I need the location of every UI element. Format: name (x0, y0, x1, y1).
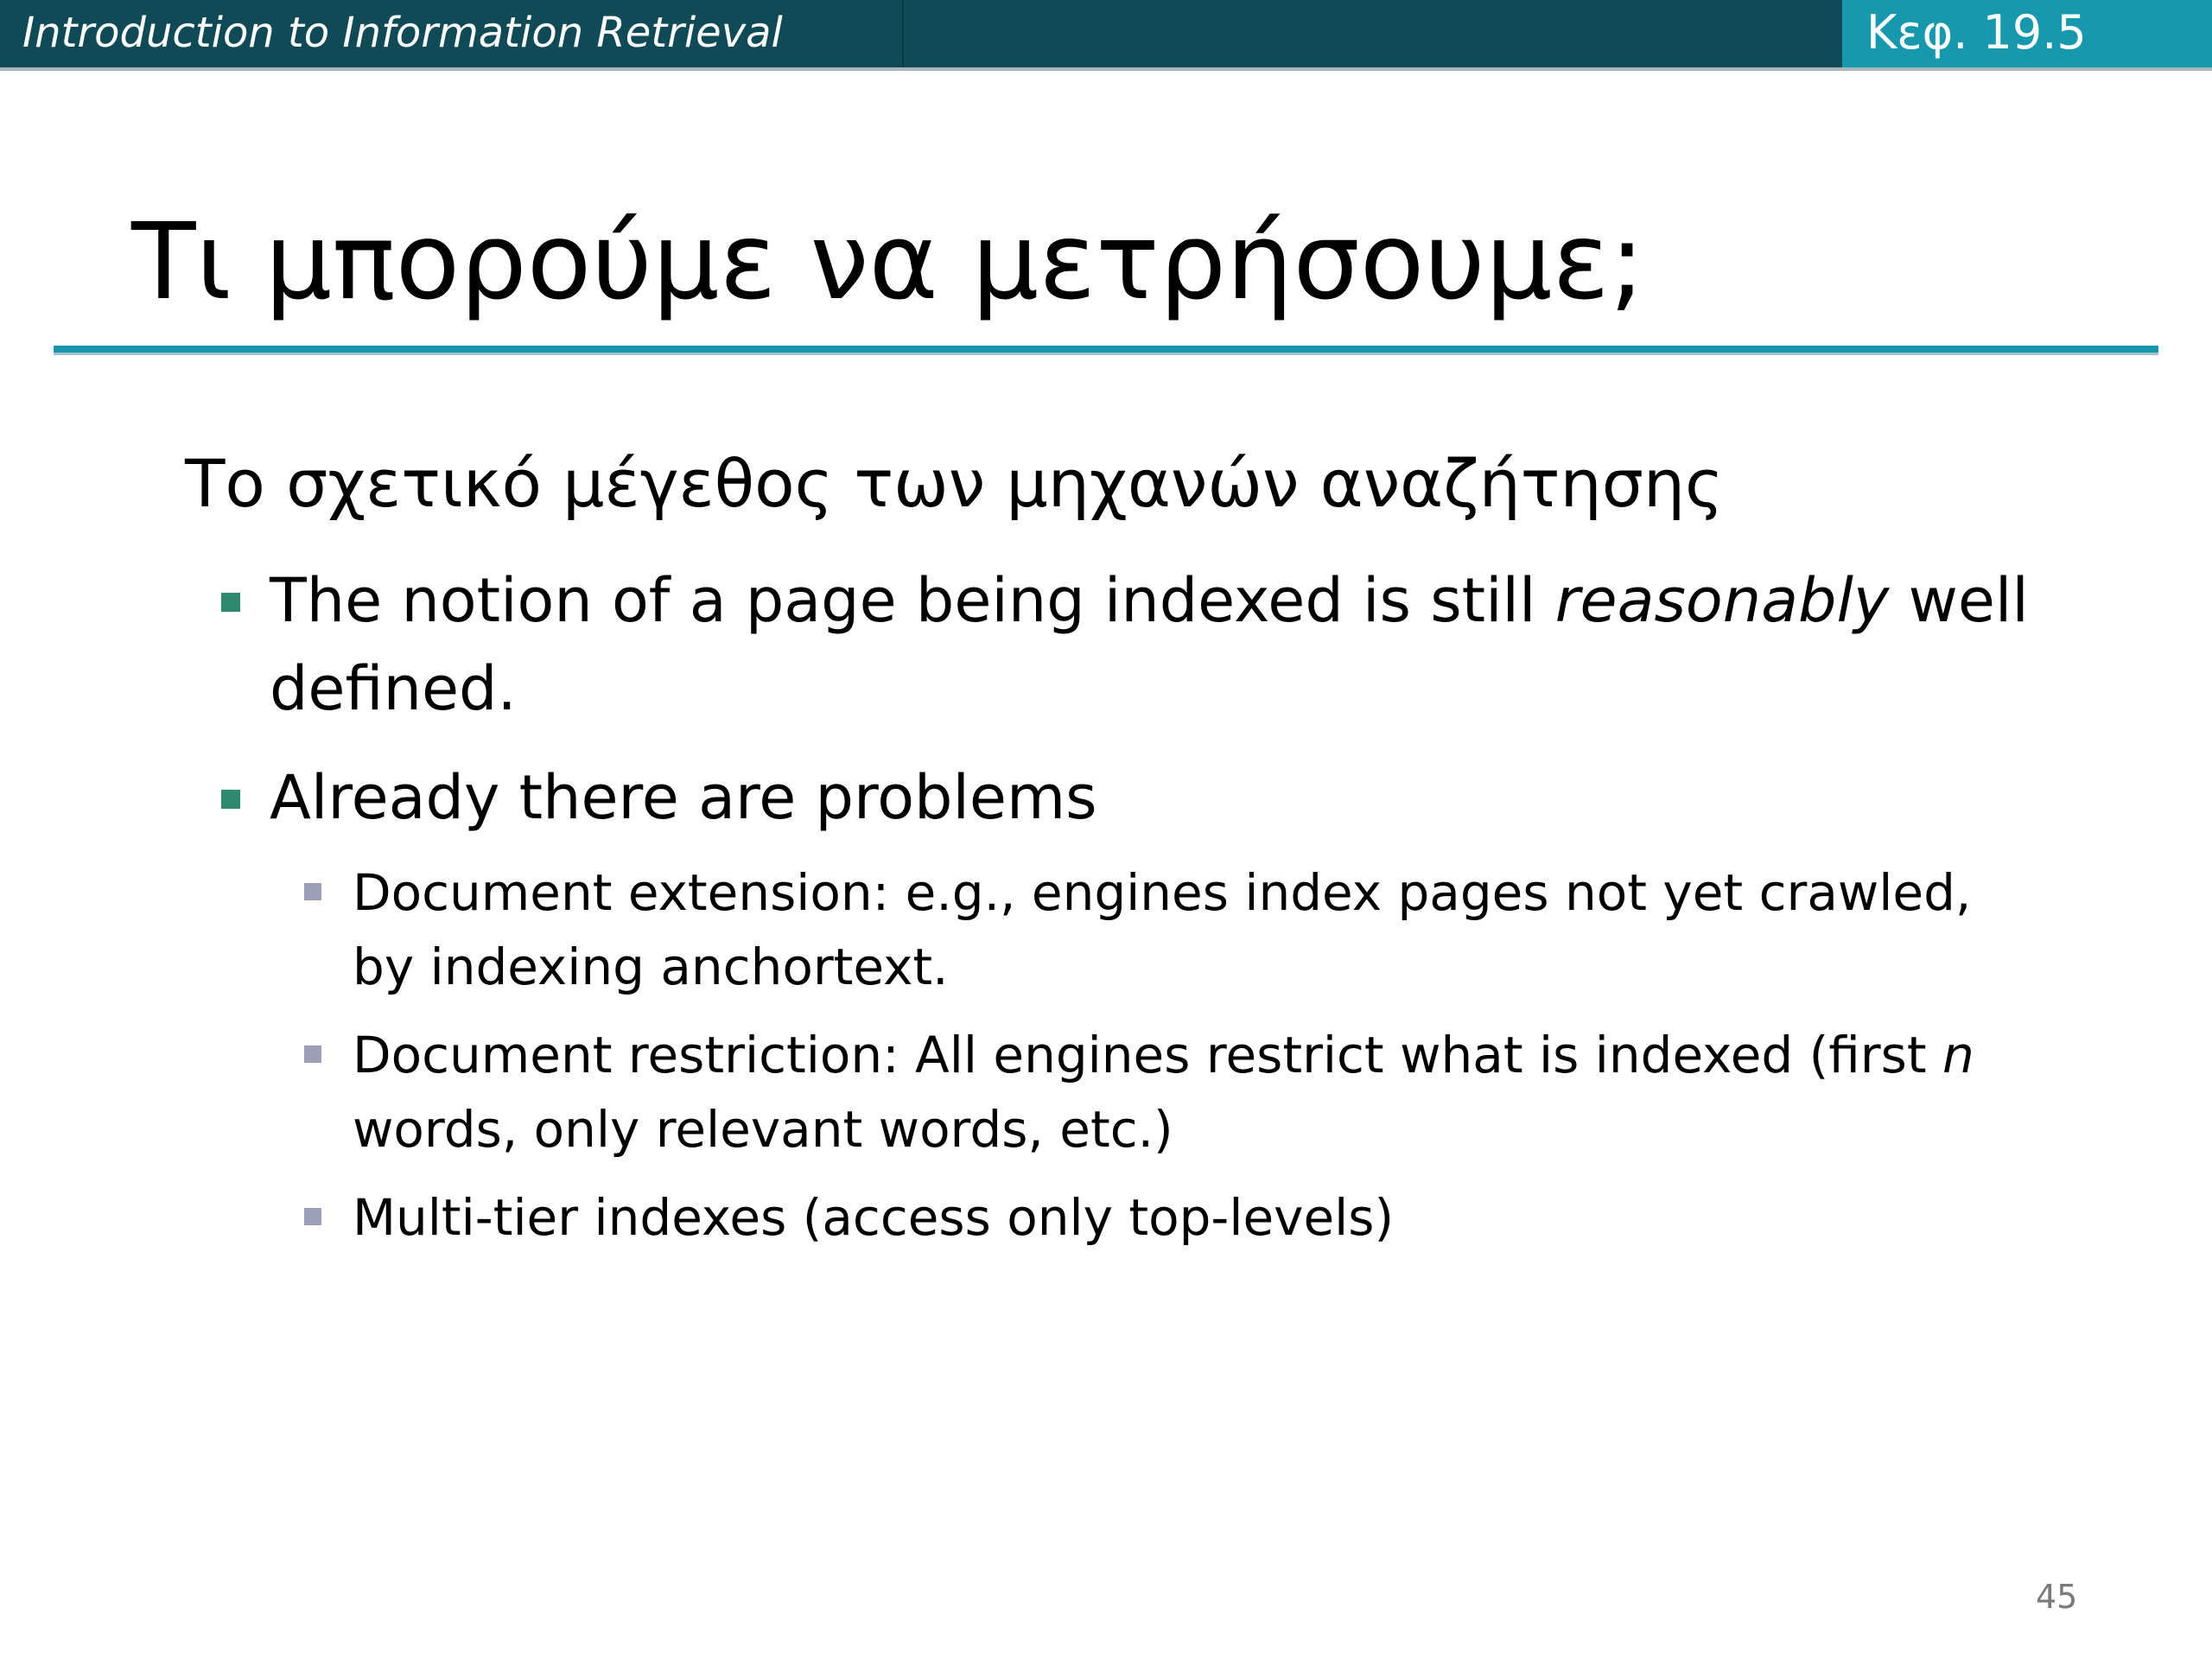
bullet-marker (221, 593, 240, 612)
header-divider (902, 0, 904, 67)
slide-title: Τι μπορούμε να μετρήσουμε; (131, 200, 1645, 323)
header-bar (0, 0, 2212, 71)
page-number: 45 (2036, 1578, 2078, 1616)
bullet-marker (221, 790, 240, 809)
title-underline (54, 346, 2158, 355)
bullet-item (270, 556, 2050, 733)
bullet-text-start: The notion of a page being indexed is still (270, 565, 1555, 636)
bullet-text-end: well defined. (270, 565, 2029, 724)
bullet-item (270, 753, 2050, 842)
sub-bullet-marker (304, 1046, 321, 1063)
sub-bullet-text-emphasis: n (1942, 1026, 1974, 1084)
sub-bullet-text: Multi-tier indexes (access only top-levels) (353, 1188, 1395, 1247)
sub-bullet-item (353, 1018, 2046, 1166)
sub-bullet-text: Document extension: e.g., engines index pages not yet crawled, by indexing anchortext. (353, 863, 1972, 996)
sub-bullet-text-end: words, only relevant words, etc.) (353, 1100, 1173, 1159)
sub-bullet-marker (304, 883, 321, 900)
sub-bullet-text-start: Document restriction: All engines restrict what is indexed (first (353, 1026, 1943, 1084)
slide-subtitle: Το σχετικό μέγεθος των μηχανών αναζήτησης (185, 445, 1724, 522)
section-tab (1842, 0, 2212, 67)
bullet-text-emphasis: reasonably (1554, 565, 1890, 636)
sub-bullet-item (353, 1180, 2046, 1255)
bullet-text: Already there are problems (270, 762, 1097, 833)
sub-bullet-marker (304, 1208, 321, 1225)
course-title: Introduction to Information Retrieval (22, 9, 783, 57)
section-label: Κεφ. 19.5 (1866, 5, 2087, 60)
sub-bullet-item (353, 855, 2046, 1004)
